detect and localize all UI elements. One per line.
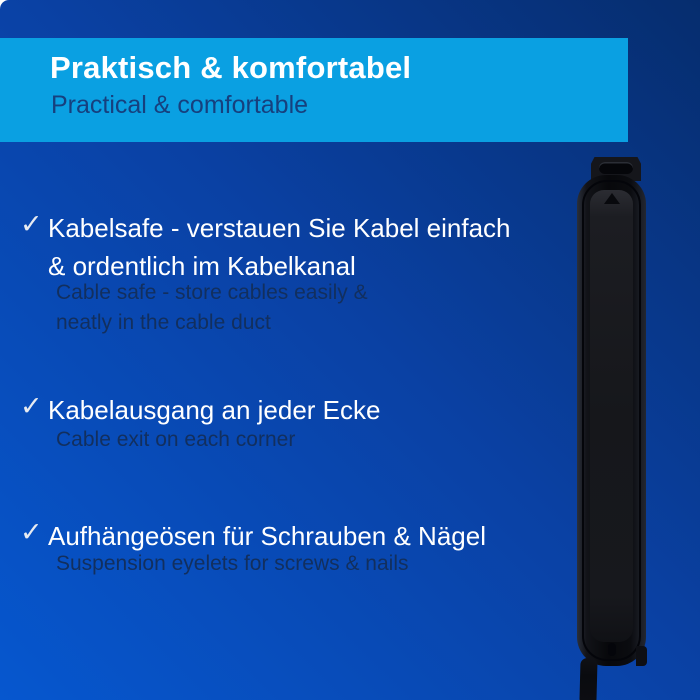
page-title: Praktisch & komfortabel — [50, 50, 412, 85]
strip-groove — [582, 180, 641, 661]
feature-cable-exit — [20, 391, 380, 455]
feature-translation-line: Cable safe - store cables easily & — [56, 281, 368, 304]
checkmark-icon: ✓ — [20, 517, 43, 547]
feature-text-line: Aufhängeösen für Schrauben & Nägel — [48, 521, 486, 551]
feature-cable-safe — [20, 209, 511, 338]
feature-text-en — [56, 278, 511, 338]
page-subtitle: Practical & comfortable — [51, 91, 309, 119]
eyelet-hole — [599, 162, 633, 174]
checkmark-icon: ✓ — [20, 391, 43, 421]
feature-translation-line: neatly in the cable duct — [56, 311, 271, 334]
feature-translation-line: Suspension eyelets for screws & nails — [56, 552, 409, 575]
feature-translation-line: Cable exit on each corner — [56, 428, 296, 451]
header-banner — [0, 38, 628, 142]
feature-text-de — [48, 391, 380, 429]
keyhole-slot — [608, 643, 616, 656]
feature-text-de — [48, 209, 511, 285]
feature-suspension-eyelets — [20, 517, 486, 579]
feature-text-line: & ordentlich im Kabelkanal — [48, 251, 356, 281]
arrow-marker-icon — [604, 193, 620, 204]
mount-nub — [636, 646, 647, 666]
checkmark-icon: ✓ — [20, 209, 43, 239]
power-cable — [579, 658, 597, 700]
feature-text-en — [56, 425, 380, 455]
strip-back-panel — [590, 190, 633, 642]
power-strip-body — [577, 175, 646, 666]
feature-text-line: Kabelausgang an jeder Ecke — [48, 395, 381, 425]
hanging-eyelet — [591, 157, 641, 181]
feature-text-line: Kabelsafe - verstauen Sie Kabel einfach — [48, 213, 511, 243]
